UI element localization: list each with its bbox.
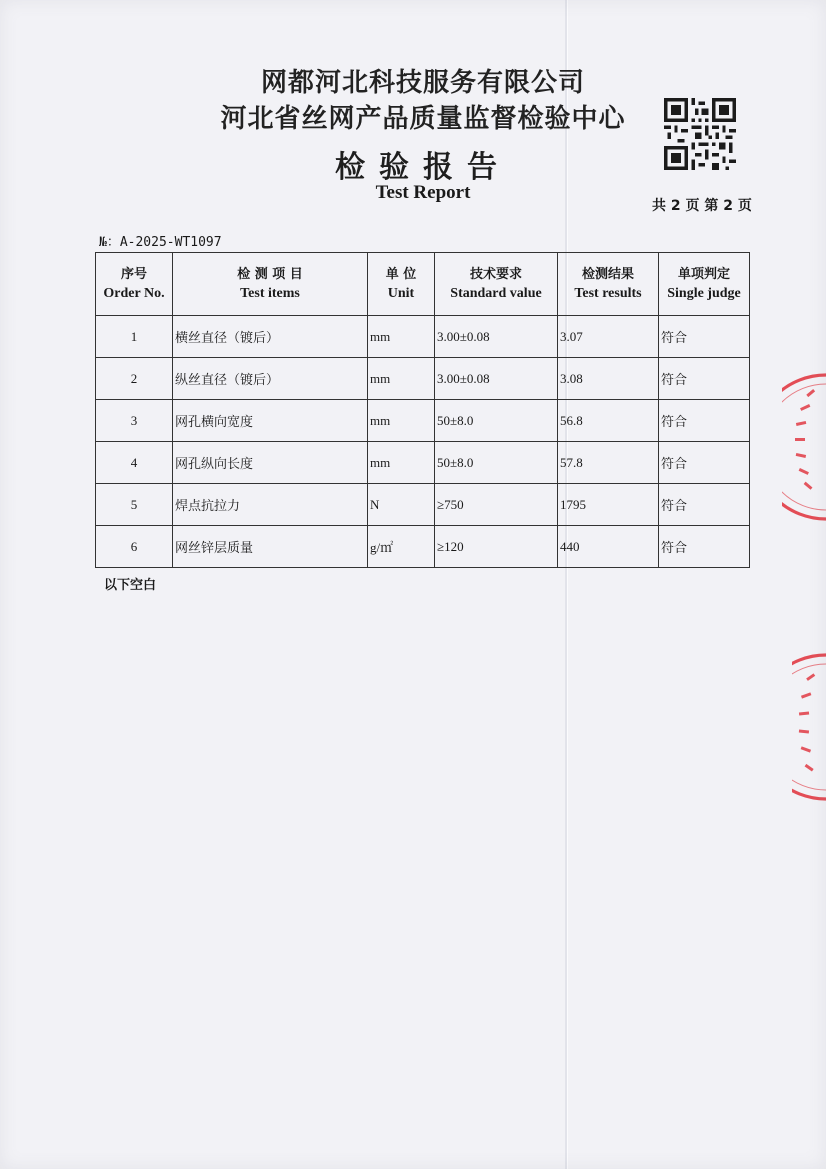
table-header-row: [96, 253, 750, 316]
header-en: Test items: [240, 286, 300, 301]
cell-standard: 3.00±0.08: [435, 358, 558, 400]
organization-name: 网都河北科技服务有限公司: [260, 68, 585, 98]
cell-order: 3: [96, 400, 173, 442]
cell-judge: 符合: [659, 316, 750, 358]
cell-item: 网孔纵向长度: [173, 442, 368, 484]
table-row: [96, 526, 750, 568]
test-results-table: [95, 252, 750, 568]
header-en: Standard value: [450, 286, 542, 301]
cell-order: 6: [96, 526, 173, 568]
cell-unit: mm: [368, 358, 435, 400]
cell-judge: 符合: [659, 442, 750, 484]
cell-standard: 50±8.0: [435, 400, 558, 442]
cell-item: 横丝直径（镀后）: [173, 316, 368, 358]
cell-result: 3.07: [558, 316, 659, 358]
cell-order: 4: [96, 442, 173, 484]
header-cn: 序号: [120, 267, 147, 282]
header-cn: 检测结果: [581, 267, 634, 282]
cell-standard: 3.00±0.08: [435, 316, 558, 358]
cell-judge: 符合: [659, 358, 750, 400]
report-number: №：A-2025-WT1097: [99, 235, 222, 250]
cell-item: 纵丝直径（镀后）: [173, 358, 368, 400]
cell-unit: mm: [368, 316, 435, 358]
cell-order: 5: [96, 484, 173, 526]
cell-order: 1: [96, 316, 173, 358]
header-en: Order No.: [103, 286, 165, 301]
blank-below-note: 以下空白: [104, 578, 157, 593]
table-row: [96, 316, 750, 358]
cell-standard: ≥120: [435, 526, 558, 568]
header-cn: 单项判定: [677, 267, 730, 282]
cell-unit: mm: [368, 400, 435, 442]
column-header-standard: [435, 253, 558, 316]
inspection-center-name: 河北省丝网产品质量监督检验中心: [220, 104, 626, 134]
cell-result: 1795: [558, 484, 659, 526]
report-title-chinese: 检验报告: [335, 150, 511, 185]
cell-result: 440: [558, 526, 659, 568]
cell-standard: 50±8.0: [435, 442, 558, 484]
cell-item: 网孔横向宽度: [173, 400, 368, 442]
cell-judge: 符合: [659, 484, 750, 526]
cell-order: 2: [96, 358, 173, 400]
cell-standard: ≥750: [435, 484, 558, 526]
column-header-items: [173, 253, 368, 316]
header-cn: 检 测 项 目: [237, 267, 303, 282]
column-header-judge: [659, 253, 750, 316]
page-count: 共 2 页 第 2 页: [652, 198, 752, 214]
table-row: [96, 400, 750, 442]
cell-item: 焊点抗拉力: [173, 484, 368, 526]
report-title-english: Test Report: [375, 182, 471, 203]
cell-unit: N: [368, 484, 435, 526]
header-en: Test results: [574, 286, 642, 301]
header-cn: 技术要求: [469, 267, 522, 282]
cell-unit: mm: [368, 442, 435, 484]
table-row: [96, 442, 750, 484]
official-seal-upper: [782, 372, 826, 522]
header-en: Single judge: [667, 286, 741, 301]
cell-judge: 符合: [659, 526, 750, 568]
column-header-unit: [368, 253, 435, 316]
cell-item: 网丝锌层质量: [173, 526, 368, 568]
column-header-results: [558, 253, 659, 316]
table-row: [96, 358, 750, 400]
cell-result: 56.8: [558, 400, 659, 442]
table-row: [96, 484, 750, 526]
header-en: Unit: [387, 286, 415, 301]
cell-result: 57.8: [558, 442, 659, 484]
column-header-order: [96, 253, 173, 316]
header-cn: 单 位: [385, 267, 417, 282]
cell-judge: 符合: [659, 400, 750, 442]
cell-unit: g/㎡: [368, 526, 435, 568]
official-seal-lower: [792, 652, 826, 802]
cell-result: 3.08: [558, 358, 659, 400]
